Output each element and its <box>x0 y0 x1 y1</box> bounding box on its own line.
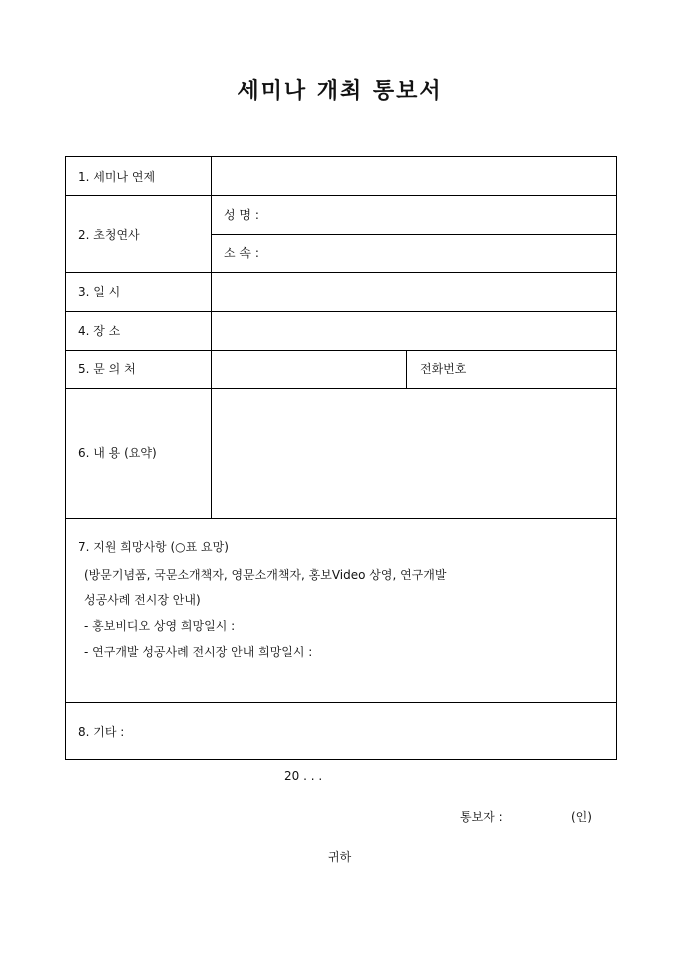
seminar-title-field[interactable] <box>212 157 616 195</box>
speaker-label: 2. 초청연사 <box>78 228 140 242</box>
other-field[interactable] <box>146 703 616 759</box>
datetime-label: 3. 일 시 <box>78 285 121 299</box>
exhibit-datetime-label: - 연구개발 성공사례 전시장 안내 희망일시 : <box>84 645 313 659</box>
speaker-name-field[interactable] <box>281 196 616 234</box>
datetime-field[interactable] <box>212 273 616 311</box>
speaker-name-label: 성 명 : <box>224 208 259 222</box>
recipient-label: 귀하 <box>328 850 352 864</box>
summary-field[interactable] <box>212 389 616 518</box>
other-label: 8. 기타 : <box>78 725 125 739</box>
contact-field[interactable] <box>212 351 406 388</box>
video-datetime-label: - 홍보비디오 상영 희망일시 : <box>84 619 236 633</box>
phone-label: 전화번호 <box>420 362 467 376</box>
column-divider <box>406 350 407 388</box>
seminar-title-label: 1. 세미나 연제 <box>78 170 156 184</box>
contact-label: 5. 문 의 처 <box>78 362 136 376</box>
summary-label: 6. 내 용 (요약) <box>78 446 157 460</box>
support-request-options: (방문기념품, 국문소개책자, 영문소개책자, 홍보Video 상영, 연구개발 <box>84 568 447 582</box>
date-line: 20 . . . <box>284 769 323 783</box>
seal-mark: (인) <box>571 810 592 824</box>
reporter-label: 통보자 : <box>460 810 503 824</box>
venue-field[interactable] <box>212 312 616 350</box>
speaker-affiliation-label: 소 속 : <box>224 246 259 260</box>
speaker-affiliation-field[interactable] <box>281 235 616 272</box>
page-title: 세미나 개최 통보서 <box>237 78 443 104</box>
row-divider <box>66 518 616 519</box>
venue-label: 4. 장 소 <box>78 324 121 338</box>
notification-form <box>65 156 617 760</box>
support-request-heading: 7. 지원 희망사항 (○표 요망) <box>78 540 229 554</box>
support-request-options-cont: 성공사례 전시장 안내) <box>84 593 201 607</box>
